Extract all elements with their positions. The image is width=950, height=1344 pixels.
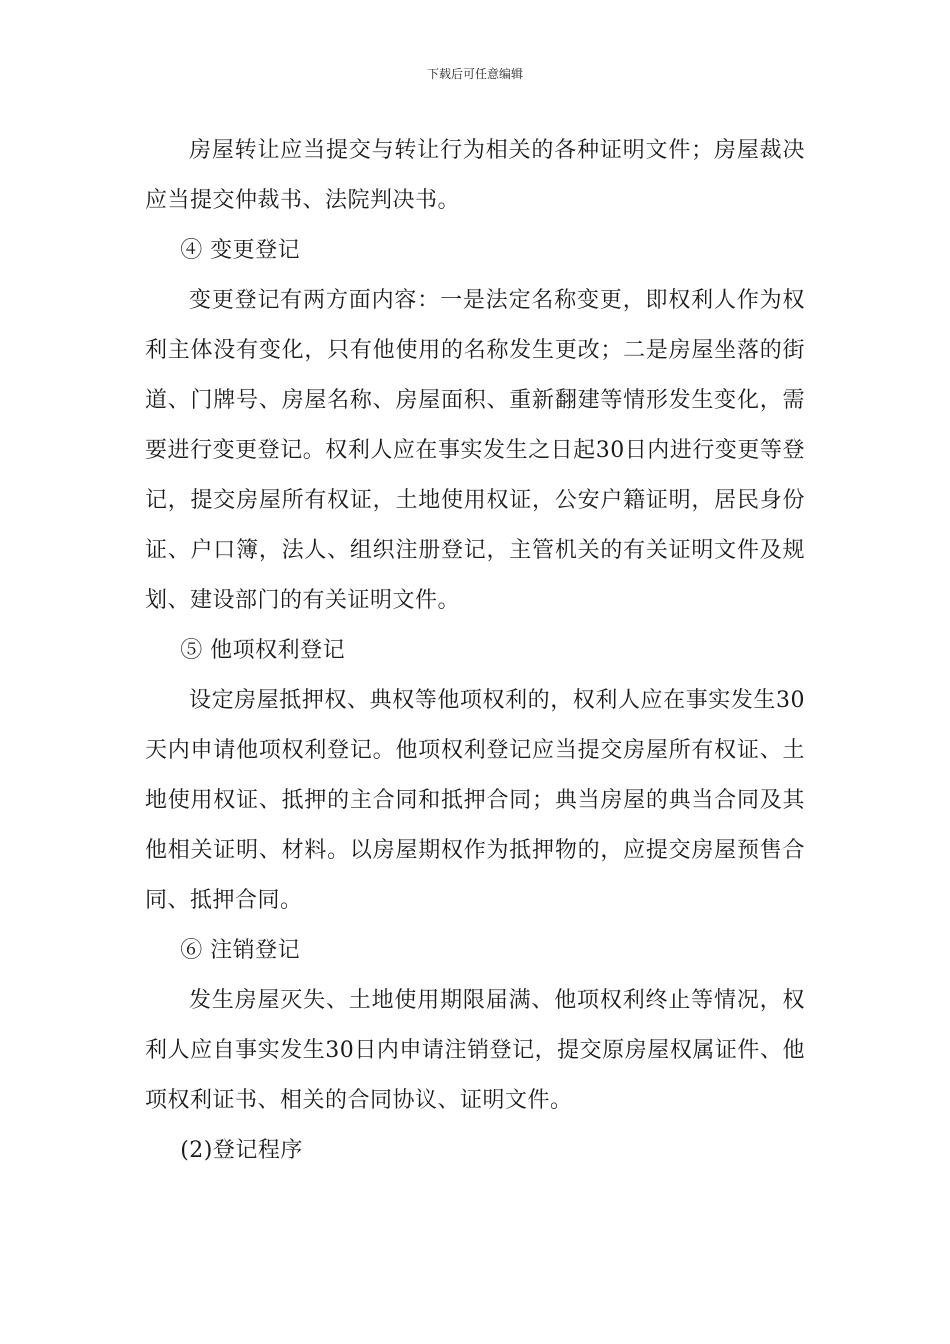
page-header: 下载后可任意编辑: [426, 67, 523, 81]
heading-cancellation-registration: ⑥ 注销登记: [180, 938, 301, 963]
paragraph-transfer-documents: 房屋转让应当提交与转让行为相关的各种证明文件；房屋裁决应当提交仲裁书、法院判决书。: [145, 138, 805, 213]
heading-change-registration: ④ 变更登记: [180, 238, 301, 263]
heading-registration-procedure: (2)登记程序: [180, 1138, 303, 1163]
heading-other-rights-registration: ⑤ 他项权利登记: [180, 638, 346, 663]
paragraph-other-rights-registration: 设定房屋抵押权、典权等他项权利的，权利人应在事实发生30天内申请他项权利登记。他项权利登记应当提交房屋所有权证、土地使用权证、抵押的主合同和抵押合同；典当房屋的典当合同及其他相关证明、材料。以房屋期权作为抵押物的，应提交房屋预售合同、抵押合同。: [145, 688, 805, 913]
document-body: [145, 126, 805, 1176]
paragraph-cancellation-registration: 发生房屋灭失、土地使用期限届满、他项权利终止等情况，权利人应自事实发生30日内申请注销登记，提交原房屋权属证件、他项权利证书、相关的合同协议、证明文件。: [145, 988, 805, 1113]
paragraph-change-registration: 变更登记有两方面内容：一是法定名称变更，即权利人作为权利主体没有变化，只有他使用的名称发生更改；二是房屋坐落的街道、门牌号、房屋名称、房屋面积、重新翻建等情形发生变化，需要进行变更登记。权利人应在事实发生之日起30日内进行变更等登记，提交房屋所有权证，土地使用权证，公安户籍证明，居民身份证、户口簿，法人、组织注册登记，主管机关的有关证明文件及规划、建设部门的有关证明文件。: [145, 288, 805, 613]
